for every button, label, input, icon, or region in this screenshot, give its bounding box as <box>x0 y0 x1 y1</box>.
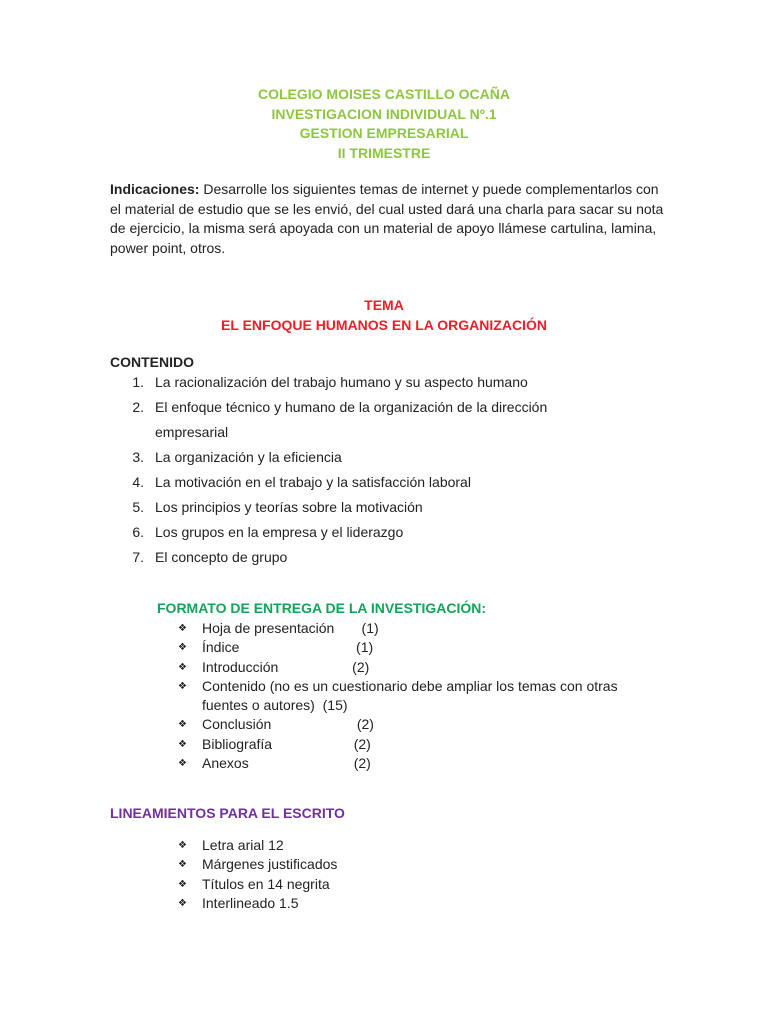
instructions-text: Desarrolle los siguientes temas de internet y puede complementarlos con el material de estudio que se les envió, del cual usted dará una charla para sacar su nota de ejercicio, la misma será apoyada con un material de apoyo llámese cartulina, lamina, power point, otros. <box>110 181 664 256</box>
list-item-text: Bibliografía (2) <box>202 735 371 752</box>
diamond-bullet-icon: ❖ <box>178 840 187 851</box>
list-item-text: Los grupos en la empresa y el liderazgo <box>155 524 404 540</box>
list-item-text: El concepto de grupo <box>155 549 288 565</box>
content-heading: CONTENIDO <box>110 354 194 370</box>
writing-guidelines-list <box>178 836 648 913</box>
assignment-title: INVESTIGACION INDIVIDUAL Nº.1 <box>271 105 497 122</box>
list-item-number: 5. <box>132 499 144 515</box>
list-item <box>178 715 648 734</box>
list-item-text: Introducción (2) <box>202 658 370 675</box>
diamond-bullet-icon: ❖ <box>178 758 187 770</box>
school-name: COLEGIO MOISES CASTILLO OCAÑA <box>257 86 510 102</box>
list-item-text: La racionalización del trabajo humano y su aspecto humano <box>155 374 528 390</box>
list-item-text: Márgenes justificados <box>202 856 338 873</box>
list-item-text: Conclusión (2) <box>202 716 374 733</box>
writing-guidelines-heading: LINEAMIENTOS PARA EL ESCRITO <box>110 805 345 821</box>
list-item-number: 3. <box>132 449 144 465</box>
topic-title: EL ENFOQUE HUMANOS EN LA ORGANIZACIÓN <box>221 317 547 333</box>
content-list <box>110 370 670 570</box>
list-item-text: Índice (1) <box>202 639 374 656</box>
trimester: II TRIMESTRE <box>337 144 431 161</box>
diamond-bullet-icon: ❖ <box>178 738 187 750</box>
list-item <box>178 658 648 677</box>
topic-label: TEMA <box>364 297 404 313</box>
list-item <box>110 495 670 520</box>
diamond-bullet-icon: ❖ <box>178 719 187 731</box>
list-item-number: 6. <box>132 524 144 540</box>
list-item <box>178 836 648 855</box>
list-item-text: Los principios y teorías sobre la motivación <box>155 499 423 515</box>
diamond-bullet-icon: ❖ <box>178 859 187 871</box>
list-item <box>178 677 648 716</box>
list-item <box>178 638 648 657</box>
list-item <box>110 520 670 545</box>
list-item <box>178 894 648 913</box>
list-item-text: La organización y la eficiencia <box>155 449 342 465</box>
list-item <box>110 395 670 445</box>
list-item-number: 1. <box>132 374 144 390</box>
delivery-format-list <box>178 619 648 773</box>
list-item <box>110 445 670 470</box>
list-item-number: 2. <box>132 399 144 415</box>
diamond-bullet-icon: ❖ <box>178 661 187 673</box>
diamond-bullet-icon: ❖ <box>178 897 187 909</box>
list-item-text: Letra arial 12 <box>202 837 284 853</box>
list-item <box>178 754 648 773</box>
list-item <box>178 735 648 754</box>
instructions-label: Indicaciones: <box>110 181 200 197</box>
diamond-bullet-icon: ❖ <box>178 623 187 634</box>
list-item-text: Contenido (no es un cuestionario debe ampliar los temas con otras fuentes o autores) (15) <box>202 677 622 714</box>
diamond-bullet-icon: ❖ <box>178 680 187 692</box>
list-item-text: Interlineado 1.5 <box>202 894 299 911</box>
list-item <box>110 470 670 495</box>
diamond-bullet-icon: ❖ <box>178 642 187 654</box>
subject-name: GESTION EMPRESARIAL <box>299 125 469 141</box>
list-item-text: El enfoque técnico y humano de la organización de la dirección empresarial <box>155 399 548 440</box>
list-item-text: Hoja de presentación (1) <box>202 620 379 636</box>
list-item-number: 7. <box>132 549 144 565</box>
document-header <box>0 85 768 163</box>
list-item <box>178 619 648 638</box>
list-item-text: Anexos (2) <box>202 755 371 772</box>
delivery-format-heading: FORMATO DE ENTREGA DE LA INVESTIGACIÓN: <box>157 600 487 616</box>
instructions-paragraph <box>110 180 670 258</box>
topic-block <box>0 295 768 335</box>
list-item <box>178 875 648 894</box>
list-item-text: La motivación en el trabajo y la satisfacción laboral <box>155 474 471 490</box>
list-item-text: Títulos en 14 negrita <box>202 875 330 892</box>
list-item <box>178 855 648 874</box>
diamond-bullet-icon: ❖ <box>178 878 187 890</box>
list-item <box>110 370 670 395</box>
list-item-number: 4. <box>132 474 144 490</box>
list-item <box>110 545 670 570</box>
